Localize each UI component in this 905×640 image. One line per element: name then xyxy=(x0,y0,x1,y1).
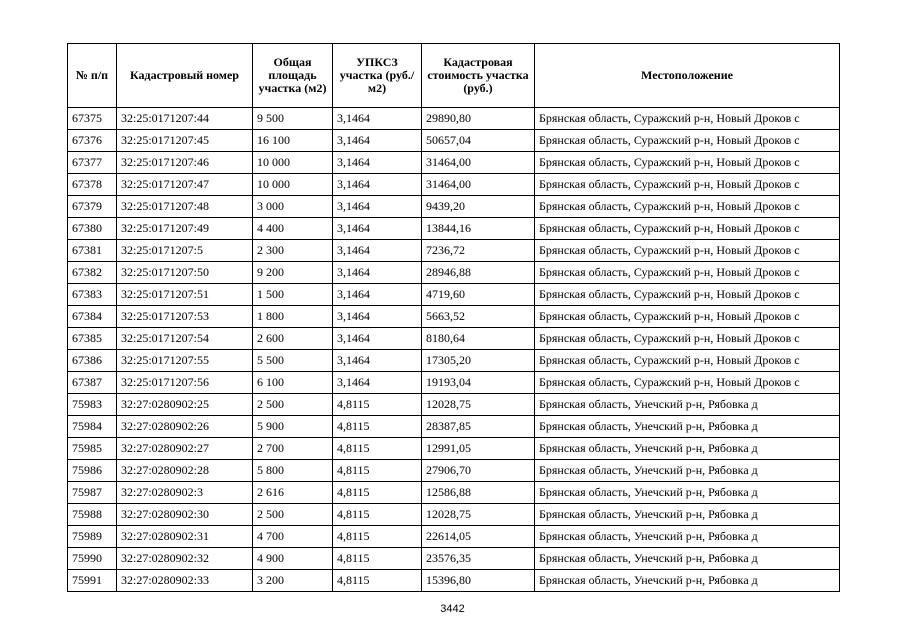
cell-number: 67385 xyxy=(68,328,117,350)
table-row xyxy=(68,284,840,306)
cell-upksz: 3,1464 xyxy=(333,108,422,130)
table-row xyxy=(68,394,840,416)
cell-location: Брянская область, Суражский р-н, Новый Дроков с xyxy=(535,130,840,152)
cell-upksz: 3,1464 xyxy=(333,152,422,174)
cell-upksz: 4,8115 xyxy=(333,570,422,592)
cell-cadastral-value: 15396,80 xyxy=(422,570,535,592)
cell-location: Брянская область, Унечский р-н, Рябовка д xyxy=(535,504,840,526)
cell-cadastral-number: 32:25:0171207:54 xyxy=(117,328,253,350)
page-number: 3442 xyxy=(440,603,465,615)
cell-cadastral-number: 32:27:0280902:28 xyxy=(117,460,253,482)
cell-cadastral-value: 12028,75 xyxy=(422,504,535,526)
cell-location: Брянская область, Унечский р-н, Рябовка д xyxy=(535,548,840,570)
cell-location: Брянская область, Суражский р-н, Новый Дроков с xyxy=(535,262,840,284)
cell-cadastral-value: 7236,72 xyxy=(422,240,535,262)
cell-cadastral-number: 32:25:0171207:53 xyxy=(117,306,253,328)
cell-location: Брянская область, Суражский р-н, Новый Дроков с xyxy=(535,328,840,350)
cell-cadastral-value: 5663,52 xyxy=(422,306,535,328)
col-header-location: Местоположение xyxy=(535,44,840,108)
cell-cadastral-number: 32:25:0171207:49 xyxy=(117,218,253,240)
cell-number: 75991 xyxy=(68,570,117,592)
table-row xyxy=(68,438,840,460)
cell-area: 16 100 xyxy=(253,130,333,152)
cell-number: 75985 xyxy=(68,438,117,460)
table-row xyxy=(68,262,840,284)
table-row xyxy=(68,218,840,240)
cell-upksz: 3,1464 xyxy=(333,372,422,394)
cell-number: 75984 xyxy=(68,416,117,438)
cell-cadastral-number: 32:27:0280902:31 xyxy=(117,526,253,548)
table-row xyxy=(68,416,840,438)
cell-upksz: 3,1464 xyxy=(333,306,422,328)
cell-upksz: 3,1464 xyxy=(333,262,422,284)
cell-upksz: 3,1464 xyxy=(333,328,422,350)
cell-area: 4 700 xyxy=(253,526,333,548)
cell-area: 5 500 xyxy=(253,350,333,372)
col-header-area: Общая площадь участка (м2) xyxy=(253,44,333,108)
cell-area: 3 200 xyxy=(253,570,333,592)
cell-location: Брянская область, Суражский р-н, Новый Дроков с xyxy=(535,306,840,328)
cell-number: 67375 xyxy=(68,108,117,130)
table-row xyxy=(68,130,840,152)
table-body xyxy=(68,108,840,592)
cell-upksz: 3,1464 xyxy=(333,196,422,218)
cell-cadastral-number: 32:27:0280902:26 xyxy=(117,416,253,438)
cell-cadastral-value: 23576,35 xyxy=(422,548,535,570)
cell-upksz: 4,8115 xyxy=(333,504,422,526)
table-row xyxy=(68,196,840,218)
cell-cadastral-value: 31464,00 xyxy=(422,152,535,174)
cell-upksz: 4,8115 xyxy=(333,548,422,570)
cell-cadastral-value: 27906,70 xyxy=(422,460,535,482)
cell-number: 67376 xyxy=(68,130,117,152)
cell-location: Брянская область, Унечский р-н, Рябовка д xyxy=(535,482,840,504)
table-row xyxy=(68,350,840,372)
cell-location: Брянская область, Унечский р-н, Рябовка д xyxy=(535,460,840,482)
cell-area: 2 500 xyxy=(253,394,333,416)
cell-cadastral-number: 32:27:0280902:3 xyxy=(117,482,253,504)
cell-cadastral-value: 9439,20 xyxy=(422,196,535,218)
cell-cadastral-number: 32:25:0171207:45 xyxy=(117,130,253,152)
cell-cadastral-value: 4719,60 xyxy=(422,284,535,306)
cell-cadastral-value: 22614,05 xyxy=(422,526,535,548)
cell-number: 75988 xyxy=(68,504,117,526)
cell-cadastral-value: 12028,75 xyxy=(422,394,535,416)
table-row xyxy=(68,570,840,592)
cell-cadastral-number: 32:25:0171207:5 xyxy=(117,240,253,262)
table-header-row xyxy=(68,44,840,108)
cell-cadastral-number: 32:25:0171207:56 xyxy=(117,372,253,394)
table-row xyxy=(68,108,840,130)
table-row xyxy=(68,372,840,394)
cell-location: Брянская область, Суражский р-н, Новый Дроков с xyxy=(535,108,840,130)
cell-cadastral-value: 13844,16 xyxy=(422,218,535,240)
cell-cadastral-number: 32:25:0171207:55 xyxy=(117,350,253,372)
cell-upksz: 3,1464 xyxy=(333,218,422,240)
table-row xyxy=(68,482,840,504)
cell-location: Брянская область, Суражский р-н, Новый Дроков с xyxy=(535,196,840,218)
table-row xyxy=(68,328,840,350)
cell-number: 75990 xyxy=(68,548,117,570)
cell-location: Брянская область, Унечский р-н, Рябовка д xyxy=(535,526,840,548)
cell-cadastral-number: 32:25:0171207:51 xyxy=(117,284,253,306)
cell-cadastral-number: 32:27:0280902:27 xyxy=(117,438,253,460)
cell-location: Брянская область, Суражский р-н, Новый Дроков с xyxy=(535,372,840,394)
table-row xyxy=(68,526,840,548)
cell-upksz: 4,8115 xyxy=(333,394,422,416)
cell-number: 75986 xyxy=(68,460,117,482)
cell-cadastral-value: 19193,04 xyxy=(422,372,535,394)
cell-cadastral-number: 32:27:0280902:25 xyxy=(117,394,253,416)
cell-area: 2 500 xyxy=(253,504,333,526)
cell-cadastral-number: 32:25:0171207:50 xyxy=(117,262,253,284)
cell-upksz: 4,8115 xyxy=(333,416,422,438)
cell-cadastral-value: 29890,80 xyxy=(422,108,535,130)
cell-cadastral-value: 8180,64 xyxy=(422,328,535,350)
cell-number: 67377 xyxy=(68,152,117,174)
cell-cadastral-value: 28387,85 xyxy=(422,416,535,438)
cell-cadastral-value: 31464,00 xyxy=(422,174,535,196)
cell-upksz: 3,1464 xyxy=(333,174,422,196)
cell-area: 1 800 xyxy=(253,306,333,328)
cell-upksz: 3,1464 xyxy=(333,350,422,372)
cell-location: Брянская область, Суражский р-н, Новый Дроков с xyxy=(535,240,840,262)
cell-cadastral-number: 32:27:0280902:30 xyxy=(117,504,253,526)
cell-upksz: 3,1464 xyxy=(333,130,422,152)
cell-area: 4 900 xyxy=(253,548,333,570)
col-header-upksz: УПКСЗ участка (руб./м2) xyxy=(333,44,422,108)
cell-area: 5 800 xyxy=(253,460,333,482)
table-row xyxy=(68,460,840,482)
cell-area: 6 100 xyxy=(253,372,333,394)
cell-upksz: 4,8115 xyxy=(333,438,422,460)
cell-location: Брянская область, Суражский р-н, Новый Дроков с xyxy=(535,174,840,196)
cell-area: 1 500 xyxy=(253,284,333,306)
cell-upksz: 4,8115 xyxy=(333,460,422,482)
cadastral-table xyxy=(67,43,840,592)
cell-cadastral-number: 32:27:0280902:33 xyxy=(117,570,253,592)
cell-cadastral-value: 17305,20 xyxy=(422,350,535,372)
cell-location: Брянская область, Суражский р-н, Новый Дроков с xyxy=(535,284,840,306)
cell-area: 2 300 xyxy=(253,240,333,262)
cell-number: 67382 xyxy=(68,262,117,284)
cell-number: 67384 xyxy=(68,306,117,328)
cell-area: 9 200 xyxy=(253,262,333,284)
cell-number: 67383 xyxy=(68,284,117,306)
table-row xyxy=(68,174,840,196)
cell-location: Брянская область, Унечский р-н, Рябовка д xyxy=(535,438,840,460)
cell-location: Брянская область, Суражский р-н, Новый Дроков с xyxy=(535,218,840,240)
cell-number: 67381 xyxy=(68,240,117,262)
cell-number: 67378 xyxy=(68,174,117,196)
cell-upksz: 4,8115 xyxy=(333,482,422,504)
cell-area: 2 600 xyxy=(253,328,333,350)
cell-area: 3 000 xyxy=(253,196,333,218)
table-row xyxy=(68,306,840,328)
cell-number: 75989 xyxy=(68,526,117,548)
cell-location: Брянская область, Унечский р-н, Рябовка д xyxy=(535,570,840,592)
col-header-cadastral-value: Кадастровая стоимость участка (руб.) xyxy=(422,44,535,108)
cell-location: Брянская область, Суражский р-н, Новый Дроков с xyxy=(535,152,840,174)
cell-upksz: 3,1464 xyxy=(333,284,422,306)
col-header-number: № п/п xyxy=(68,44,117,108)
table-row xyxy=(68,504,840,526)
cell-cadastral-value: 50657,04 xyxy=(422,130,535,152)
cell-cadastral-number: 32:25:0171207:48 xyxy=(117,196,253,218)
cell-area: 4 400 xyxy=(253,218,333,240)
cell-number: 67380 xyxy=(68,218,117,240)
cell-area: 5 900 xyxy=(253,416,333,438)
cell-number: 75987 xyxy=(68,482,117,504)
cell-upksz: 4,8115 xyxy=(333,526,422,548)
cell-cadastral-value: 12991,05 xyxy=(422,438,535,460)
cell-number: 67386 xyxy=(68,350,117,372)
cell-cadastral-value: 12586,88 xyxy=(422,482,535,504)
table-row xyxy=(68,240,840,262)
cell-area: 9 500 xyxy=(253,108,333,130)
cell-location: Брянская область, Унечский р-н, Рябовка д xyxy=(535,416,840,438)
cell-cadastral-number: 32:25:0171207:44 xyxy=(117,108,253,130)
cell-cadastral-number: 32:25:0171207:46 xyxy=(117,152,253,174)
cell-number: 75983 xyxy=(68,394,117,416)
cell-area: 10 000 xyxy=(253,174,333,196)
cell-number: 67387 xyxy=(68,372,117,394)
col-header-cadastral-number: Кадастровый номер xyxy=(117,44,253,108)
cell-upksz: 3,1464 xyxy=(333,240,422,262)
cell-cadastral-value: 28946,88 xyxy=(422,262,535,284)
cell-area: 10 000 xyxy=(253,152,333,174)
cell-number: 67379 xyxy=(68,196,117,218)
cell-location: Брянская область, Унечский р-н, Рябовка д xyxy=(535,394,840,416)
cell-cadastral-number: 32:27:0280902:32 xyxy=(117,548,253,570)
cell-location: Брянская область, Суражский р-н, Новый Дроков с xyxy=(535,350,840,372)
cell-area: 2 700 xyxy=(253,438,333,460)
cell-area: 2 616 xyxy=(253,482,333,504)
table-row xyxy=(68,548,840,570)
cell-cadastral-number: 32:25:0171207:47 xyxy=(117,174,253,196)
table-row xyxy=(68,152,840,174)
